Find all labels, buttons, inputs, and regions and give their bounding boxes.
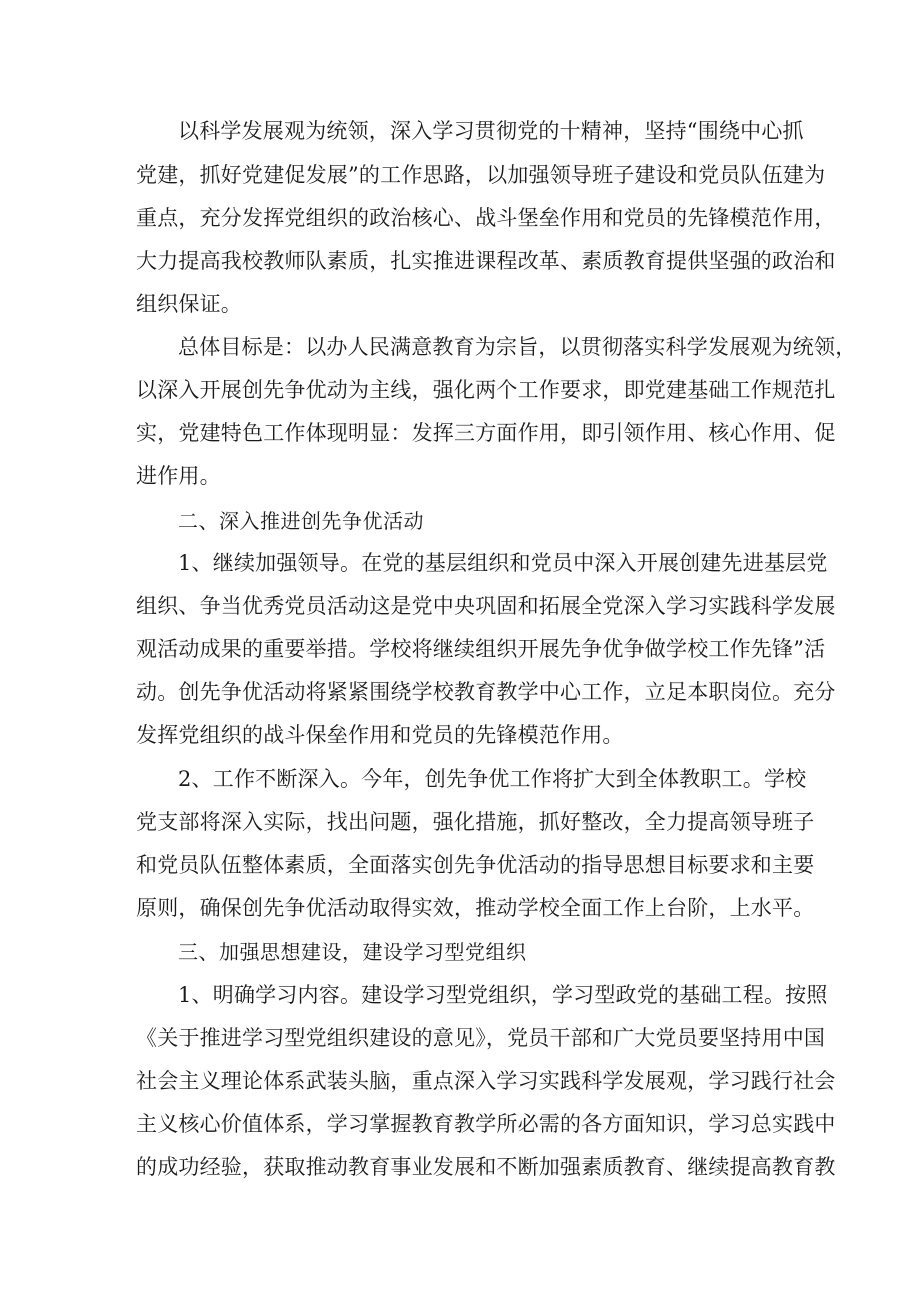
paragraph-line: 进作用。	[136, 464, 221, 488]
paragraph-line: 大力提高我校教师队素质，扎实推进课程改革、素质教育提供坚强的政治和	[136, 249, 836, 273]
section-heading: 二、深入推进创先争优活动	[178, 509, 424, 533]
paragraph-line: 发挥党组织的战斗保垒作用和党员的先锋模范作用。	[136, 723, 624, 747]
paragraph-line: 组织、争当优秀党员活动这是党中央巩固和拓展全党深入学习实践科学发展	[136, 594, 836, 618]
paragraph-line: 原则，确保创先争优活动取得实效，推动学校全面工作上台阶，上水平。	[136, 896, 815, 920]
paragraph-line: 党建，抓好党建促发展”的工作思路，以加强领导班子建设和党员队伍建为	[136, 163, 826, 187]
paragraph-line: 以科学发展观为统领，深入学习贯彻党的十精神，坚持“围绕中心抓	[178, 119, 804, 143]
paragraph-line: 社会主义理论体系武装头脑，重点深入学习实践科学发展观，学习践行社会	[136, 1069, 836, 1093]
paragraph-line: 1、继续加强领导。在党的基层组织和党员中深入开展创建先进基层党	[178, 551, 828, 575]
paragraph-line: 的成功经验，获取推动教育事业发展和不断加强素质教育、继续提高教育教	[136, 1155, 836, 1179]
paragraph-line: 1、明确学习内容。建设学习型党组织，学习型政党的基础工程。按照	[178, 983, 828, 1007]
paragraph-line: 总体目标是：以办人民满意教育为宗旨，以贯彻落实科学发展观为统领，	[178, 335, 857, 359]
paragraph-line: 2、工作不断深入。今年，创先争优工作将扩大到全体教职工。学校	[178, 767, 807, 791]
paragraph-line: 组织保证。	[136, 292, 242, 316]
paragraph-line: 和党员队伍整体素质，全面落实创先争优活动的指导思想目标要求和主要	[136, 853, 815, 877]
paragraph-line: 观活动成果的重要举措。学校将继续组织开展先争优争做学校工作先锋”活	[136, 637, 826, 661]
paragraph-line: 党支部将深入实际，找出问题，强化措施，抓好整改，全力提高领导班子	[136, 810, 815, 834]
section-heading: 三、加强思想建设，建设学习型党组织	[178, 940, 527, 964]
paragraph-line: 实，党建特色工作体现明显：发挥三方面作用，即引领作用、核心作用、促	[136, 421, 836, 445]
paragraph-line: 动。创先争优活动将紧紧围绕学校教育教学中心工作，立足本职岗位。充分	[136, 680, 836, 704]
paragraph-line: 重点，充分发挥党组织的政治核心、战斗堡垒作用和党员的先锋模范作用，	[136, 206, 836, 230]
paragraph-line: 以深入开展创先争优动为主线，强化两个工作要求，即党建基础工作规范扎	[136, 378, 836, 402]
paragraph-line: 主义核心价值体系，学习掌握教育教学所必需的各方面知识，学习总实践中	[136, 1112, 836, 1136]
paragraph-line: 《关于推进学习型党组织建设的意见》，党员干部和广大党员要坚持用中国	[136, 1026, 826, 1050]
